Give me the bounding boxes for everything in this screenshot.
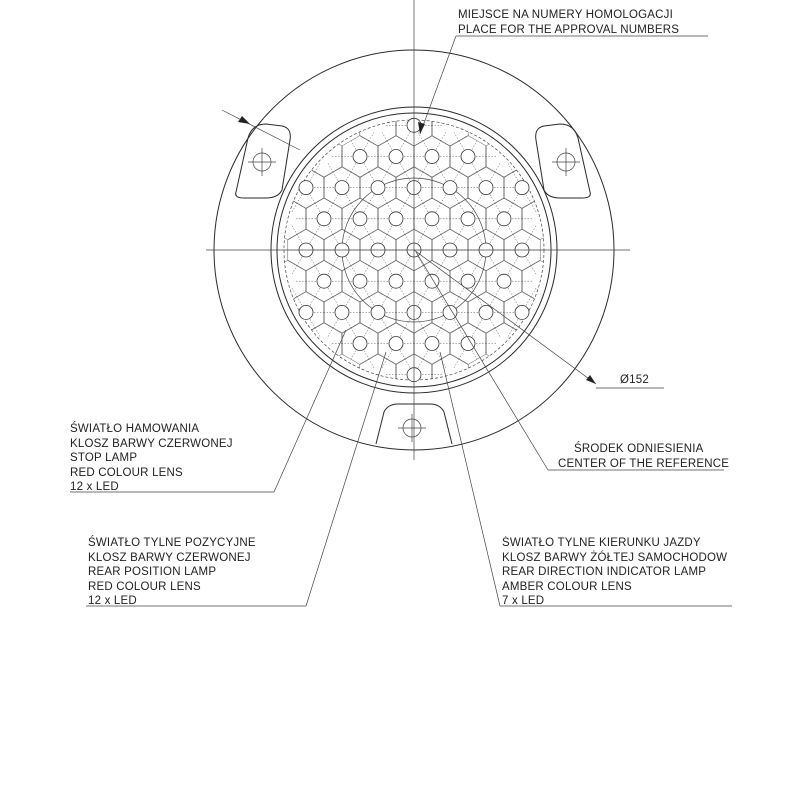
led [389, 212, 403, 226]
reference-label [558, 442, 729, 471]
led [335, 181, 349, 195]
lens-cell-spoke [526, 257, 531, 266]
lens-cell-spoke [400, 163, 405, 172]
lens-cell-spoke [310, 297, 315, 306]
led [515, 305, 529, 319]
position-lamp-label [88, 536, 256, 609]
lens-cell-spoke [531, 288, 536, 297]
led [425, 150, 439, 164]
lens-cell-spoke [531, 226, 536, 235]
lens-cell-spoke [508, 203, 513, 212]
lens-cell-spoke [405, 382, 410, 391]
position-lamp-line4: RED COLOUR LENS [88, 580, 201, 593]
lens-cell-spoke [495, 266, 500, 275]
lens-cell-spoke [454, 132, 459, 141]
lens-cell-spoke [436, 203, 441, 212]
lens-cell-spoke [328, 266, 333, 275]
lens-cell-spoke [310, 234, 315, 243]
lens-cell-spoke [508, 226, 513, 235]
lens-cell-spoke [531, 203, 536, 212]
lens-cell-spoke [418, 172, 423, 181]
lens-cell-spoke [369, 319, 374, 328]
lens-cell-spoke [454, 195, 459, 204]
lens-cell-spoke [490, 297, 495, 306]
lens-cell-spoke [400, 288, 405, 297]
lens-cell-spoke [472, 328, 477, 337]
lens-cell-spoke [315, 141, 320, 150]
approval-label-line2: PLACE FOR THE APPROVAL NUMBERS [458, 23, 680, 36]
led [479, 305, 493, 319]
led [461, 150, 475, 164]
led [317, 274, 331, 288]
lens-cell-spoke [477, 234, 482, 243]
lens-cell-spoke [418, 319, 423, 328]
position-lamp-line1: ŚWIATŁO TYLNE POZYCYJNE [88, 537, 256, 549]
mounting-lug-right [536, 124, 591, 198]
lens-cell-spoke [292, 226, 297, 235]
lens-cell-spoke [405, 132, 410, 141]
lens-cell-spoke [400, 351, 405, 360]
led [479, 181, 493, 195]
lens-cell-spoke [495, 288, 500, 297]
lens-cell-spoke [508, 163, 513, 172]
lens-cell [522, 198, 558, 240]
lens-cell-spoke [472, 163, 477, 172]
stop-lamp-line1: ŚWIATŁO HAMOWANIA [70, 423, 200, 435]
lens-cell-spoke [400, 141, 405, 150]
lens-cell-spoke [364, 141, 369, 150]
lens-cell-spoke [526, 172, 531, 181]
lens-cell-spoke [454, 359, 459, 368]
lens-cell-spoke [477, 257, 482, 266]
lens-cell-spoke [526, 234, 531, 243]
lens-cell-spoke [513, 234, 518, 243]
lens-cell-spoke [387, 226, 392, 235]
lens-cell-spoke [364, 226, 369, 235]
lens-cell-spoke [441, 257, 446, 266]
lens-cell-spoke [328, 226, 333, 235]
lens-cell-spoke [387, 203, 392, 212]
approval-leader [418, 36, 708, 134]
lens-cell-spoke [423, 351, 428, 360]
lens-cell-spoke [297, 234, 302, 243]
indicator-lamp-line1: ŚWIATŁO TYLNE KIERUNKU JAZDY [502, 537, 701, 549]
lens-cell [306, 323, 342, 365]
lens-cell-spoke [459, 266, 464, 275]
lens-cell-spoke [513, 297, 518, 306]
lens-cell-spoke [328, 163, 333, 172]
position-lamp-line3: REAR POSITION LAMP [88, 566, 217, 578]
lens-cell [432, 104, 468, 146]
lens-cell-spoke [459, 328, 464, 337]
lens-cell [486, 323, 522, 365]
lens-cell-spoke [423, 328, 428, 337]
indicator-lamp-line2: KLOSZ BARWY ŻÓŁTEJ SAMOCHODOW [502, 551, 728, 564]
lens-cell-spoke [382, 297, 387, 306]
lens-cell-spoke [472, 226, 477, 235]
lens-cell-spoke [279, 266, 284, 275]
lens-cell-spoke [495, 328, 500, 337]
led [425, 337, 439, 351]
approval-label-line1: MIEJSCE NA NUMERY HOMOLOGACJI [458, 9, 673, 21]
lens-cell-spoke [328, 328, 333, 337]
lens-cell-spoke [346, 172, 351, 181]
lens-cell-spoke [279, 226, 284, 235]
lens-cell-spoke [544, 266, 549, 275]
lens-cell-spoke [382, 172, 387, 181]
lens-cell-spoke [526, 297, 531, 306]
lens-cell-spoke [418, 382, 423, 391]
lens-cell-spoke [346, 195, 351, 204]
lens-cell-spoke [418, 234, 423, 243]
lens-cell-spoke [441, 195, 446, 204]
lens-cell-spoke [405, 257, 410, 266]
led [425, 212, 439, 226]
led [317, 212, 331, 226]
lens-cell-spoke [364, 288, 369, 297]
lens-cell-spoke [400, 266, 405, 275]
lens-cell-spoke [477, 319, 482, 328]
lens-cell-spoke [405, 297, 410, 306]
lens-cell-spoke [387, 288, 392, 297]
reference-label-line2: CENTER OF THE REFERENCE [558, 457, 730, 470]
lens-cell-spoke [346, 319, 351, 328]
led [299, 305, 313, 319]
lens-cell-spoke [387, 266, 392, 275]
lens-cell-spoke [495, 226, 500, 235]
lens-cell-spoke [346, 234, 351, 243]
lens-cell-spoke [292, 203, 297, 212]
lens-cell-spoke [490, 172, 495, 181]
led [353, 150, 367, 164]
lens-cell-spoke [387, 163, 392, 172]
lens-cell-spoke [297, 297, 302, 306]
lens-cell-spoke [333, 257, 338, 266]
lens-cell-spoke [364, 203, 369, 212]
lens-cell-spoke [369, 132, 374, 141]
lens-cell-spoke [351, 163, 356, 172]
lens-cell-spoke [387, 351, 392, 360]
indicator-lamp-line4: AMBER COLOUR LENS [502, 580, 632, 593]
lens-cell-spoke [405, 234, 410, 243]
lens-cell-spoke [333, 195, 338, 204]
lens-cell-spoke [382, 234, 387, 243]
lens-cell-spoke [441, 132, 446, 141]
lens-cell-spoke [436, 328, 441, 337]
lens-cell-spoke [382, 257, 387, 266]
lens-cell-spoke [315, 226, 320, 235]
lens-cell-spoke [315, 288, 320, 297]
lens-cell-spoke [508, 141, 513, 150]
lens-cell-spoke [436, 163, 441, 172]
led [335, 305, 349, 319]
lens-cell-spoke [382, 132, 387, 141]
lens-cell-spoke [297, 319, 302, 328]
lens-cell-spoke [508, 288, 513, 297]
led [389, 274, 403, 288]
lens-cell-spoke [369, 172, 374, 181]
lens-cell-spoke [405, 359, 410, 368]
approval-label [458, 8, 679, 37]
lens-cell-spoke [292, 288, 297, 297]
led [461, 337, 475, 351]
position-lamp-line2: KLOSZ BARWY CZERWONEJ [88, 551, 251, 564]
reference-label-line1: ŚRODEK ODNIESIENIA [574, 443, 704, 455]
stop-lamp-label [70, 422, 233, 495]
lens-cell-spoke [405, 319, 410, 328]
led [443, 181, 457, 195]
lens-cell-spoke [310, 257, 315, 266]
lens-cell-spoke [490, 234, 495, 243]
lens-cell-spoke [441, 234, 446, 243]
lens-cell-spoke [472, 141, 477, 150]
lens-cell-spoke [315, 351, 320, 360]
led [353, 274, 367, 288]
lens-cell-spoke [441, 319, 446, 328]
indicator-lamp-line5: 7 x LED [502, 595, 545, 607]
lens-cell-spoke [441, 172, 446, 181]
lens-cell-spoke [333, 297, 338, 306]
lens-cell-spoke [526, 319, 531, 328]
lens-cell-spoke [369, 234, 374, 243]
lens-cell-spoke [526, 195, 531, 204]
lens-cell-spoke [459, 163, 464, 172]
lens-cell-spoke [369, 195, 374, 204]
lens-cell-spoke [351, 226, 356, 235]
lens-cell-spoke [315, 203, 320, 212]
lens-cell-spoke [387, 328, 392, 337]
led [389, 150, 403, 164]
lens-cell-spoke [405, 195, 410, 204]
lens-cell-spoke [423, 163, 428, 172]
lens-cell-spoke [328, 288, 333, 297]
lens-cell-spoke [400, 203, 405, 212]
lens-cell-spoke [346, 257, 351, 266]
lens-cell-spoke [292, 266, 297, 275]
lens-cell-spoke [418, 195, 423, 204]
lens-cell-spoke [297, 195, 302, 204]
lens-cell-spoke [472, 266, 477, 275]
lens-cell-spoke [454, 172, 459, 181]
lens-cell-spoke [454, 297, 459, 306]
lens-cell-spoke [418, 297, 423, 306]
lens-cell [270, 198, 306, 240]
lens-cell-spoke [364, 351, 369, 360]
lens-cell-spoke [315, 266, 320, 275]
lens-cell-spoke [369, 359, 374, 368]
lens-cell-spoke [382, 195, 387, 204]
lens-cell-spoke [490, 257, 495, 266]
lens-cell-spoke [490, 319, 495, 328]
lens-cell-spoke [418, 359, 423, 368]
indicator-lamp-line3: REAR DIRECTION INDICATOR LAMP [502, 566, 707, 578]
lens-cell-spoke [400, 226, 405, 235]
stop-lamp-line5: 12 x LED [70, 481, 119, 493]
lens-cell-spoke [436, 141, 441, 150]
lens-cell-spoke [333, 234, 338, 243]
diameter-label [620, 373, 649, 388]
lens-cell-spoke [477, 172, 482, 181]
led [371, 181, 385, 195]
lens-cell-spoke [508, 266, 513, 275]
lens-cell-spoke [382, 319, 387, 328]
lens-cell-spoke [310, 195, 315, 204]
lens-cell-spoke [459, 226, 464, 235]
lens-cell-spoke [495, 203, 500, 212]
lens-cell-spoke [364, 163, 369, 172]
lens-cell-spoke [454, 319, 459, 328]
lens-cell-spoke [333, 172, 338, 181]
led [353, 212, 367, 226]
lens-cell-spoke [364, 266, 369, 275]
led [353, 337, 367, 351]
lens-cell-spoke [328, 203, 333, 212]
lens-cell-spoke [297, 172, 302, 181]
led [461, 212, 475, 226]
lens-cell-spoke [351, 328, 356, 337]
lens-cell-spoke [531, 266, 536, 275]
led [497, 212, 511, 226]
lens-cell-spoke [454, 234, 459, 243]
position-lamp-line5: 12 x LED [88, 595, 137, 607]
lens-cell-spoke [346, 297, 351, 306]
lens-cell-spoke [351, 266, 356, 275]
lens-cell-spoke [459, 141, 464, 150]
diameter-value: Ø152 [620, 374, 649, 386]
lens-cell-spoke [310, 319, 315, 328]
lens-cell-spoke [513, 172, 518, 181]
lens-cell-spoke [436, 226, 441, 235]
stop-lamp-line2: KLOSZ BARWY CZERWONEJ [70, 437, 233, 450]
lens-cell-spoke [495, 163, 500, 172]
led [497, 274, 511, 288]
lens-cell-spoke [423, 141, 428, 150]
lens-cell-spoke [423, 288, 428, 297]
led [299, 181, 313, 195]
lens-cell-spoke [490, 195, 495, 204]
lens-cell-spoke [423, 226, 428, 235]
lens-cell-spoke [477, 195, 482, 204]
led [389, 337, 403, 351]
lens-cell-spoke [351, 351, 356, 360]
lens-cell-spoke [369, 257, 374, 266]
lens-cell-spoke [508, 351, 513, 360]
stop-lamp-line4: RED COLOUR LENS [70, 466, 183, 479]
lens-cell-spoke [405, 110, 410, 119]
led [515, 181, 529, 195]
lens-cell-spoke [400, 328, 405, 337]
lens-cell-spoke [369, 297, 374, 306]
lens-cell-spoke [351, 141, 356, 150]
lens-cell-spoke [513, 257, 518, 266]
lens-cell-spoke [333, 319, 338, 328]
lens-cell-spoke [310, 172, 315, 181]
lens-cell-spoke [418, 110, 423, 119]
lens-cell-spoke [364, 328, 369, 337]
lens-cell-spoke [454, 257, 459, 266]
lens-cell-spoke [418, 257, 423, 266]
lens-cell-spoke [459, 203, 464, 212]
lens-cell-spoke [459, 351, 464, 360]
lens-cell-spoke [513, 195, 518, 204]
led [371, 305, 385, 319]
lens-cell-spoke [544, 226, 549, 235]
mounting-lug-left [236, 124, 291, 198]
indicator-lamp-label [502, 536, 727, 609]
stop-lamp-line3: STOP LAMP [70, 452, 138, 464]
lens-cell-spoke [423, 203, 428, 212]
lens-cell-spoke [297, 257, 302, 266]
lens-cell-spoke [459, 288, 464, 297]
lens-cell-spoke [436, 351, 441, 360]
lens-cell-spoke [405, 172, 410, 181]
lens-cell-spoke [423, 266, 428, 275]
lens-cell-spoke [387, 141, 392, 150]
